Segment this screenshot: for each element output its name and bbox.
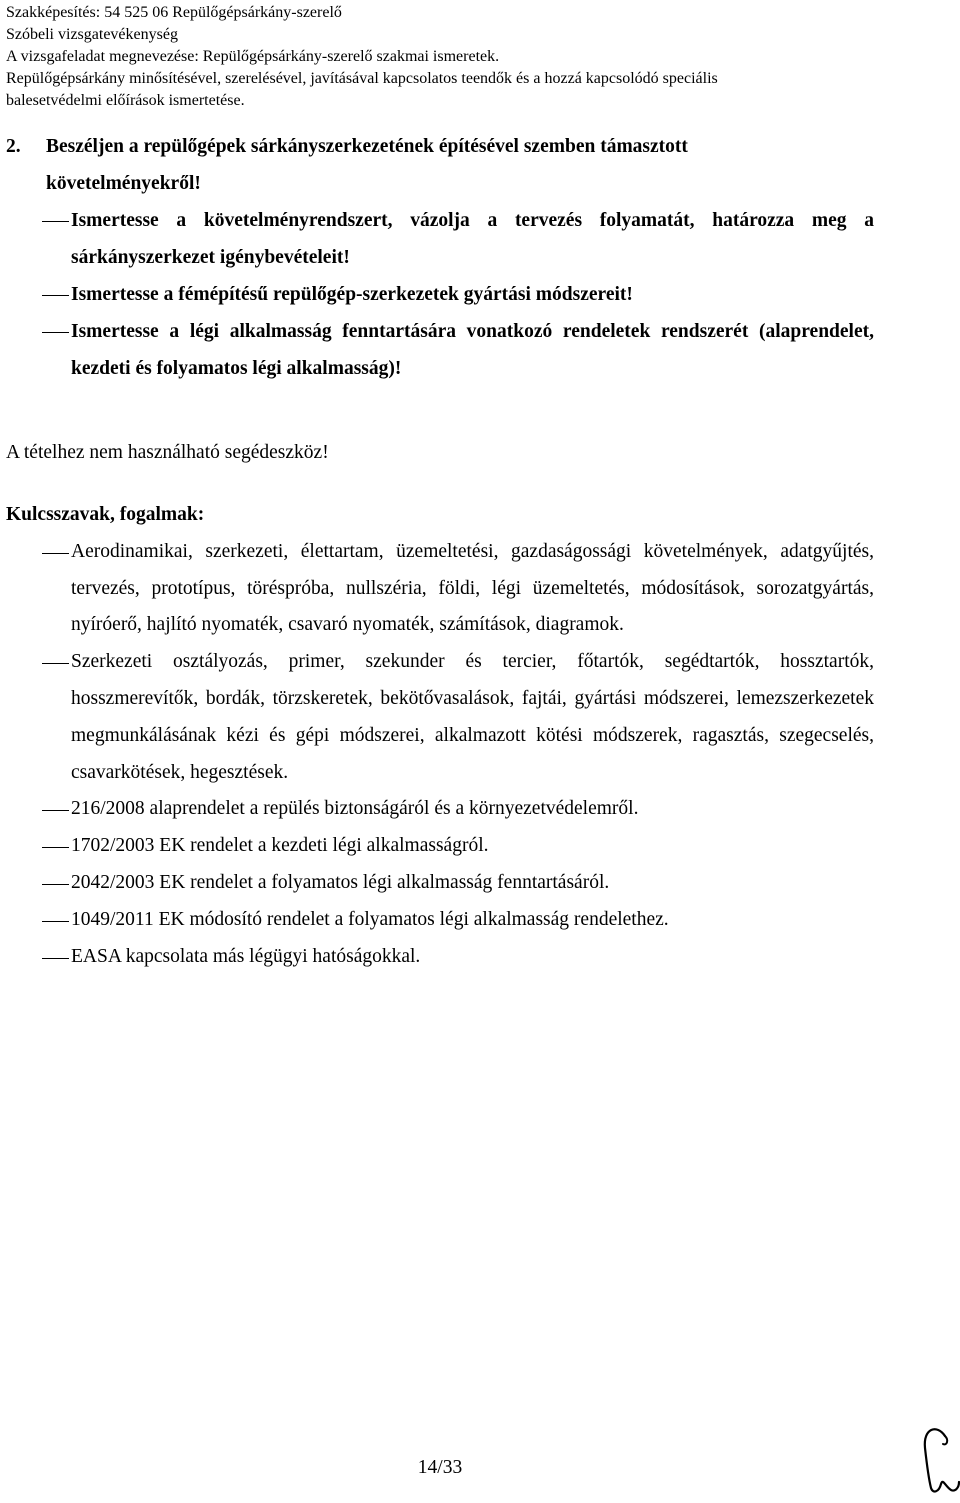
page-number: 14/33	[417, 1457, 463, 1478]
dash-bullet	[6, 828, 71, 865]
header-task-description-cont: balesetvédelmi előírások ismertetése.	[6, 92, 245, 109]
keyword-item-text: Aerodinamikai, szerkezeti, élettartam, üzemeltetési, gazdaságossági követelmények, adatgyűjtés, tervezés, prototípus, töréspróba, nullszéria, földi, légi üzemeltetés, módosítások, sorozatgyártás, nyíróerő, hajlító nyomaték, csavaró nyomaték, számítások, diagramok.	[71, 540, 874, 636]
dash-bullet	[6, 791, 71, 828]
keyword-item	[6, 791, 874, 828]
handwritten-signature	[915, 1418, 960, 1500]
keyword-item-text: 216/2008 alaprendelet a repülés biztonságáról és a környezetvédelemről.	[71, 798, 639, 820]
question-subitem-text: Ismertesse a légi alkalmasság fenntartására vonatkozó rendeletek rendszerét (alaprendelet, kezdeti és folyamatos légi alkalmasság)!	[71, 321, 874, 379]
no-aids-note: A tételhez nem használható segédeszköz!	[6, 442, 329, 463]
keyword-item	[6, 534, 874, 644]
header-exam-type: Szóbeli vizsgatevékenység	[6, 26, 178, 43]
header-task-name: A vizsgafeladat megnevezése: Repülőgépsárkány-szerelő szakmai ismeretek.	[6, 48, 500, 65]
keyword-item-text: 2042/2003 EK rendelet a folyamatos légi alkalmasság fenntartásáról.	[71, 871, 610, 893]
dash-bullet	[6, 865, 71, 902]
keyword-item-text: Szerkezeti osztályozás, primer, szekunder és tercier, főtartók, segédtartók, hossztartók, hosszmerevítők, bordák, törzskeretek, bekötővasalások, fajtái, gyártási módszerei, lemezszerkezetek megmunkálásának kézi és gépi módszerei, alkalmazott kötési módszerek, ragasztás, szegecselés, csavarkötések, hegesztések.	[71, 651, 874, 783]
keyword-item	[6, 828, 874, 865]
header-task-description: Repülőgépsárkány minősítésével, szerelésével, javításával kapcsolatos teendők és a hozzá kapcsolódó speciális	[6, 70, 718, 87]
dash-bullet	[6, 902, 71, 939]
keyword-item-text: 1049/2011 EK módosító rendelet a folyamatos légi alkalmasság rendelethez.	[71, 908, 669, 930]
keyword-item-text: 1702/2003 EK rendelet a kezdeti légi alkalmasságról.	[71, 835, 489, 857]
question-block	[6, 128, 874, 387]
dash-bullet	[6, 276, 71, 313]
keyword-item-text: EASA kapcsolata más légügyi hatóságokkal.	[71, 945, 421, 967]
header-qualification: Szakképesítés: 54 525 06 Repülőgépsárkány-szerelő	[6, 4, 342, 21]
dash-bullet	[6, 313, 71, 387]
dash-bullet	[6, 534, 71, 644]
question-number: 2.	[6, 136, 21, 157]
document-header	[6, 2, 936, 112]
dash-bullet	[6, 202, 71, 276]
question-title	[6, 128, 874, 165]
question-subitem	[6, 202, 874, 276]
dash-bullet	[6, 939, 71, 976]
keywords-section	[6, 497, 874, 975]
question-subitem-text: Ismertesse a fémépítésű repülőgép-szerkezetek gyártási módszereit!	[71, 284, 633, 305]
question-subitem-text: Ismertesse a követelményrendszert, vázolja a tervezés folyamatát, határozza meg a sárkányszerkezet igénybevételeit!	[71, 210, 874, 268]
keyword-item	[6, 939, 874, 976]
dash-bullet	[6, 644, 71, 791]
keyword-item	[6, 865, 874, 902]
keyword-item	[6, 902, 874, 939]
keywords-title: Kulcsszavak, fogalmak:	[6, 504, 205, 525]
question-title-line1: Beszéljen a repülőgépek sárkányszerkezetének építésével szemben támasztott	[46, 136, 688, 157]
question-subitem	[6, 276, 874, 313]
keyword-item	[6, 644, 874, 791]
question-title-line2: követelményekről!	[46, 173, 201, 194]
question-subitem	[6, 313, 874, 387]
